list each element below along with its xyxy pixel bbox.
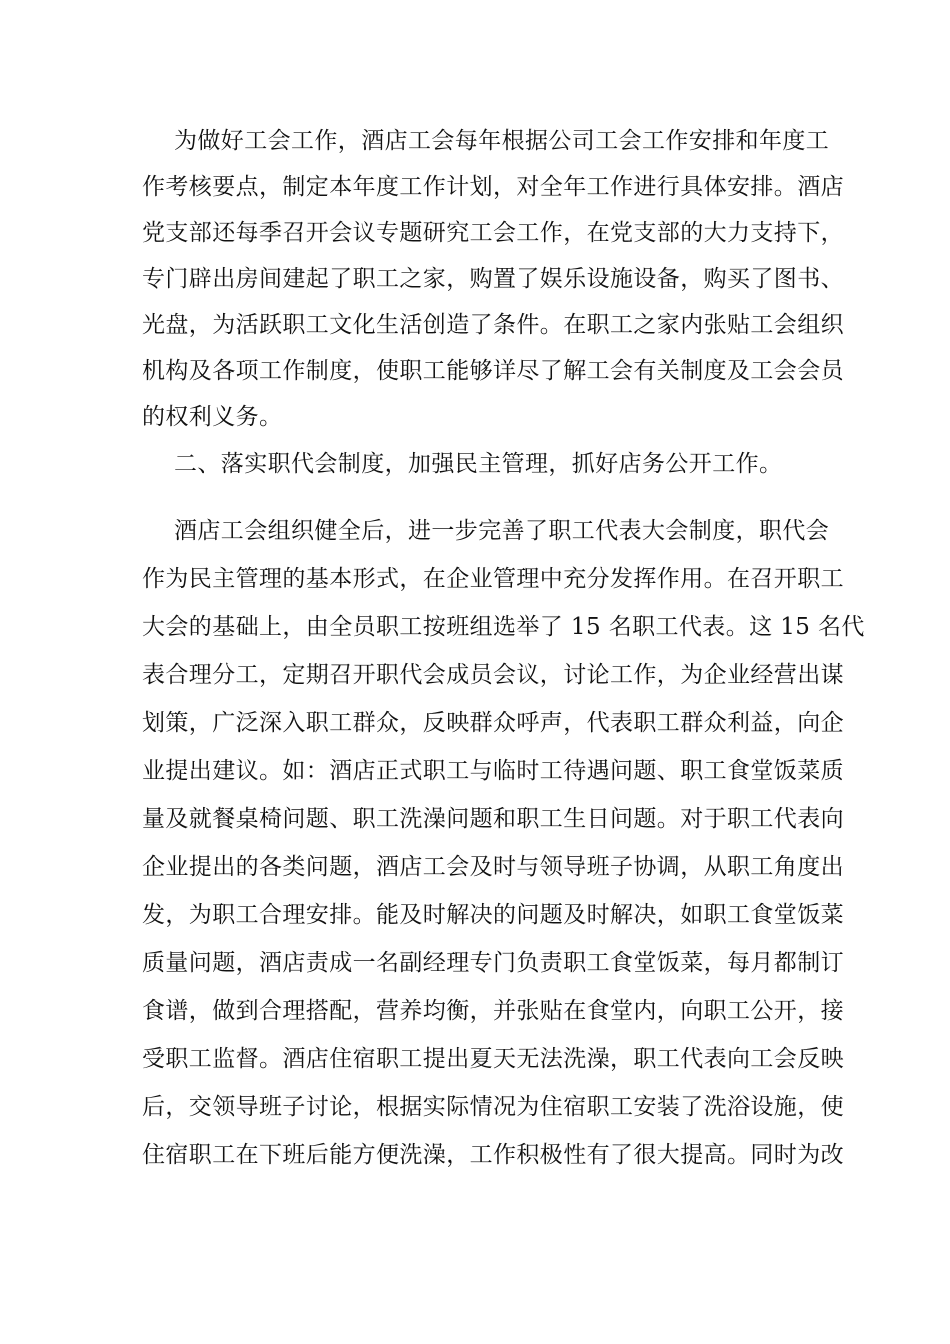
section-heading: 二、落实职代会制度，加强民主管理，抓好店务公开工作。: [174, 451, 783, 477]
paragraph-2-line-4: 表合理分工，定期召开职代会成员会议，讨论工作，为企业经营出谋: [142, 662, 844, 688]
paragraph-2-line-11: 食谱，做到合理搭配，营养均衡，并张贴在食堂内，向职工公开，接: [142, 998, 844, 1024]
paragraph-2-line-2: 作为民主管理的基本形式，在企业管理中充分发挥作用。在召开职工: [142, 566, 844, 592]
paragraph-2-line-9: 发，为职工合理安排。能及时解决的问题及时解决，如职工食堂饭菜: [142, 902, 844, 928]
paragraph-2-line-1: 酒店工会组织健全后，进一步完善了职工代表大会制度，职代会: [174, 518, 830, 544]
paragraph-1-line-5: 光盘，为活跃职工文化生活创造了条件。在职工之家内张贴工会组织: [142, 312, 844, 338]
paragraph-2-line-13: 后，交领导班子讨论，根据实际情况为住宿职工安装了洗浴设施，使: [142, 1094, 844, 1120]
paragraph-2-line-6: 业提出建议。如：酒店正式职工与临时工待遇问题、职工食堂饭菜质: [142, 758, 844, 784]
paragraph-1-line-7: 的权利义务。: [142, 404, 283, 430]
paragraph-2-line-5: 划策，广泛深入职工群众，反映群众呼声，代表职工群众利益，向企: [142, 710, 844, 736]
paragraph-1-line-1: 为做好工会工作，酒店工会每年根据公司工会工作安排和年度工: [174, 128, 830, 154]
paragraph-1-line-4: 专门辟出房间建起了职工之家，购置了娱乐设施设备，购买了图书、: [142, 266, 844, 292]
paragraph-2-line-7: 量及就餐桌椅问题、职工洗澡问题和职工生日问题。对于职工代表向: [142, 806, 844, 832]
paragraph-1-line-2: 作考核要点，制定本年度工作计划，对全年工作进行具体安排。酒店: [142, 174, 844, 200]
paragraph-1-line-3: 党支部还每季召开会议专题研究工会工作，在党支部的大力支持下，: [142, 220, 844, 246]
paragraph-2-line-10: 质量问题，酒店责成一名副经理专门负责职工食堂饭菜，每月都制订: [142, 950, 844, 976]
paragraph-2-line-3: 大会的基础上，由全员职工按班组选举了 15 名职工代表。这 15 名代: [142, 614, 865, 640]
paragraph-1-line-6: 机构及各项工作制度，使职工能够详尽了解工会有关制度及工会会员: [142, 358, 844, 384]
paragraph-2-line-8: 企业提出的各类问题，酒店工会及时与领导班子协调，从职工角度出: [142, 854, 844, 880]
paragraph-2-line-14: 住宿职工在下班后能方便洗澡，工作积极性有了很大提高。同时为改: [142, 1142, 844, 1168]
paragraph-2-line-12: 受职工监督。酒店住宿职工提出夏天无法洗澡，职工代表向工会反映: [142, 1046, 844, 1072]
